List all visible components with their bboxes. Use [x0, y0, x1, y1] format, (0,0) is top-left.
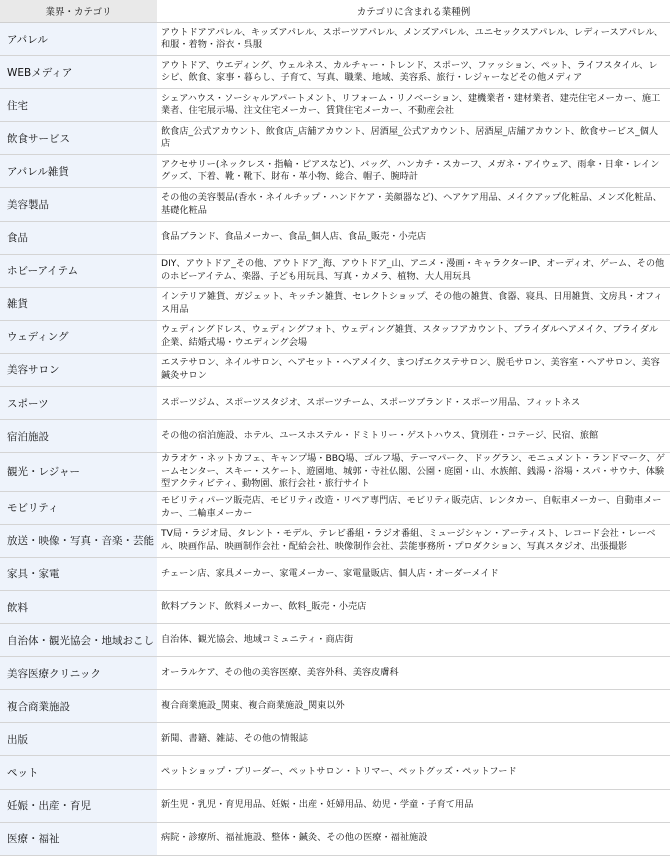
- category-cell: 自治体・観光協会・地域おこし: [0, 624, 157, 657]
- table-row: [0, 353, 670, 386]
- table-row: [0, 723, 670, 756]
- table-row: [0, 453, 670, 492]
- table-row: [0, 624, 670, 657]
- examples-cell: アウトドアアパレル、キッズアパレル、スポーツアパレル、メンズアパレル、ユニセックスアパレル、レディースアパレル、和服・着物・浴衣・呉服: [157, 23, 670, 56]
- category-cell: アパレル雑貨: [0, 155, 157, 188]
- category-cell: 美容製品: [0, 188, 157, 221]
- category-cell: WEBメディア: [0, 56, 157, 89]
- category-cell: 妊娠・出産・育児: [0, 789, 157, 822]
- category-cell: 放送・映像・写真・音楽・芸能: [0, 524, 157, 557]
- table-row: [0, 557, 670, 590]
- examples-cell: 新聞、書籍、雑誌、その他の情報誌: [157, 723, 670, 756]
- examples-cell: 自治体、観光協会、地域コミュニティ・商店街: [157, 624, 670, 657]
- table-row: [0, 420, 670, 453]
- table-row: [0, 524, 670, 557]
- examples-cell: ウェディングドレス、ウェディングフォト、ウェディング雑貨、スタッフアカウント、ブライダルヘアメイク、ブライダル企業、結婚式場・ウエディング会場: [157, 320, 670, 353]
- examples-cell: ペットショップ・ブリーダー、ペットサロン・トリマー、ペットグッズ・ペットフード: [157, 756, 670, 789]
- examples-cell: DIY、アウトドア_その他、アウトドア_海、アウトドア_山、アニメ・漫画・キャラクターIP、オーディオ、ゲーム、その他のホビーアイテム、楽器、子ども用玩具、写真・カメラ、植物、大人用玩具: [157, 254, 670, 287]
- table-row: [0, 690, 670, 723]
- examples-cell: TV局・ラジオ局、タレント・モデル、テレビ番組・ラジオ番組、ミュージシャン・アーティスト、レコード会社・レーベル、映画作品、映画制作会社・配給会社、映像制作会社、芸能事務所・プロダクション、写真スタジオ、出張撮影: [157, 524, 670, 557]
- category-cell: 住宅: [0, 89, 157, 122]
- table-header-row: [0, 0, 670, 23]
- category-cell: 観光・レジャー: [0, 453, 157, 492]
- table-row: [0, 56, 670, 89]
- category-cell: 医療・福祉: [0, 822, 157, 855]
- category-cell: ホビーアイテム: [0, 254, 157, 287]
- examples-cell: 飲食店_公式アカウント、飲食店_店舗アカウント、居酒屋_公式アカウント、居酒屋_店舗アカウント、飲食サービス_個人店: [157, 122, 670, 155]
- header-category: 業界・カテゴリ: [0, 0, 157, 23]
- category-cell: 出版: [0, 723, 157, 756]
- examples-cell: 複合商業施設_関東、複合商業施設_関東以外: [157, 690, 670, 723]
- examples-cell: モビリティパーツ販売店、モビリティ改造・リペア専門店、モビリティ販売店、レンタカー、自転車メーカー、自動車メーカー、二輪車メーカー: [157, 491, 670, 524]
- examples-cell: カラオケ・ネットカフェ、キャンプ場・BBQ場、ゴルフ場、テーマパーク、ドッグラン、モニュメント・ランドマーク、ゲームセンター、スキー・スケート、遊園地、城郭・寺社仏閣、公園・庭園・山、水族館、銭湯・浴場・スパ・サウナ、体験型アクティビティ、動物園、旅行会社・旅行サイト: [157, 453, 670, 492]
- category-cell: 食品: [0, 221, 157, 254]
- category-cell: 美容サロン: [0, 353, 157, 386]
- examples-cell: インテリア雑貨、ガジェット、キッチン雑貨、セレクトショップ、その他の雑貨、食器、寝具、日用雑貨、文房具・オフィス用品: [157, 287, 670, 320]
- table-row: [0, 23, 670, 56]
- category-cell: アパレル: [0, 23, 157, 56]
- table-row: [0, 822, 670, 855]
- table-row: [0, 254, 670, 287]
- category-cell: 飲料: [0, 591, 157, 624]
- category-cell: ウェディング: [0, 320, 157, 353]
- table-row: [0, 188, 670, 221]
- category-cell: ペット: [0, 756, 157, 789]
- table-row: [0, 155, 670, 188]
- category-cell: 雑貨: [0, 287, 157, 320]
- table-row: [0, 89, 670, 122]
- table-row: [0, 287, 670, 320]
- table-row: [0, 122, 670, 155]
- examples-cell: シェアハウス・ソーシャルアパートメント、リフォーム・リノベーション、建機業者・建材業者、建売住宅メーカー、施工業者、住宅展示場、注文住宅メーカー、賃貸住宅メーカー、不動産会社: [157, 89, 670, 122]
- examples-cell: スポーツジム、スポーツスタジオ、スポーツチーム、スポーツブランド・スポーツ用品、フィットネス: [157, 387, 670, 420]
- category-cell: 複合商業施設: [0, 690, 157, 723]
- table-row: [0, 756, 670, 789]
- examples-cell: その他の宿泊施設、ホテル、ユースホステル・ドミトリー・ゲストハウス、貸別荘・コテージ、民宿、旅館: [157, 420, 670, 453]
- examples-cell: その他の美容製品(香水・ネイルチップ・ハンドケア・美顔器など)、ヘアケア用品、メイクアップ化粧品、メンズ化粧品、基礎化粧品: [157, 188, 670, 221]
- examples-cell: アウトドア、ウエディング、ウェルネス、カルチャー・トレンド、スポーツ、ファッション、ペット、ライフスタイル、レシピ、飲食、家事・暮らし、子育て、写真、職業、地域、美容系、旅行・レジャーなどその他メディア: [157, 56, 670, 89]
- category-cell: 飲食サービス: [0, 122, 157, 155]
- table-row: [0, 789, 670, 822]
- examples-cell: オーラルケア、その他の美容医療、美容外科、美容皮膚科: [157, 657, 670, 690]
- category-cell: スポーツ: [0, 387, 157, 420]
- examples-cell: アクセサリー(ネックレス・指輪・ピアスなど)、バッグ、ハンカチ・スカーフ、メガネ・アイウェア、雨傘・日傘・レイングッズ、下着、靴・靴下、財布・革小物、総合、帽子、腕時計: [157, 155, 670, 188]
- examples-cell: エステサロン、ネイルサロン、ヘアセット・ヘアメイク、まつげエクステサロン、脱毛サロン、美容室・ヘアサロン、美容鍼灸サロン: [157, 353, 670, 386]
- category-cell: 美容医療クリニック: [0, 657, 157, 690]
- table-row: [0, 387, 670, 420]
- category-cell: 宿泊施設: [0, 420, 157, 453]
- examples-cell: 病院・診療所、福祉施設、整体・鍼灸、その他の医療・福祉施設: [157, 822, 670, 855]
- header-examples: カテゴリに含まれる業種例: [157, 0, 670, 23]
- table-row: [0, 320, 670, 353]
- examples-cell: 食品ブランド、食品メーカー、食品_個人店、食品_販売・小売店: [157, 221, 670, 254]
- examples-cell: 新生児・乳児・育児用品、妊娠・出産・妊婦用品、幼児・学童・子育て用品: [157, 789, 670, 822]
- table-row: [0, 221, 670, 254]
- category-cell: 家具・家電: [0, 557, 157, 590]
- examples-cell: チェーン店、家具メーカー、家電メーカー、家電量販店、個人店・オーダーメイド: [157, 557, 670, 590]
- table-row: [0, 657, 670, 690]
- category-cell: モビリティ: [0, 491, 157, 524]
- examples-cell: 飲料ブランド、飲料メーカー、飲料_販売・小売店: [157, 591, 670, 624]
- table-row: [0, 591, 670, 624]
- table-row: [0, 491, 670, 524]
